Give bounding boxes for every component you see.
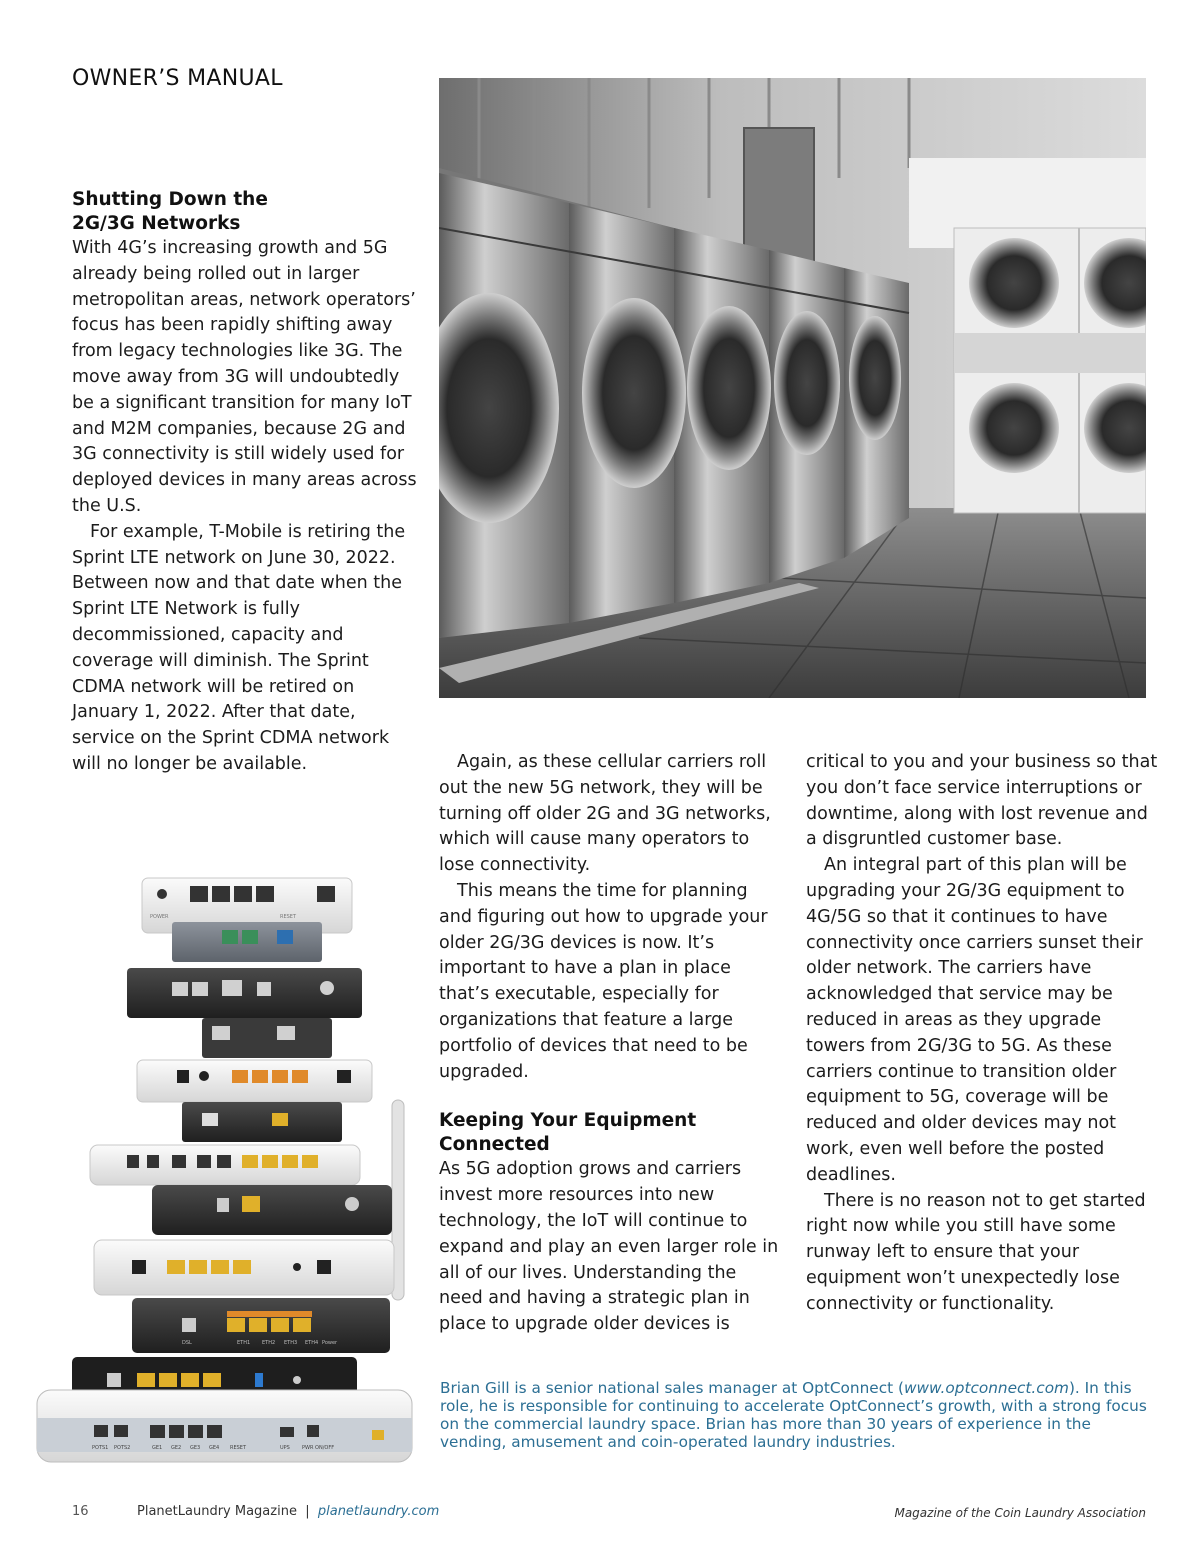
- section-label: OWNER’S MANUAL: [72, 66, 283, 91]
- modem-label-ups: UPS: [280, 1445, 290, 1451]
- bio-url-link[interactable]: www.optconnect.com: [903, 1379, 1069, 1397]
- modem-label-reset: RESET: [280, 914, 297, 920]
- modem-label-pots1: POTS1: [92, 1445, 109, 1451]
- paragraph: For example, T-Mobile is retiring the Sprint LTE network on June 30, 2022. Between now and that date when the Sprint LTE Network is fully decommissioned, capacity and coverage will diminish. The Sprint CDMA network will be retired on January 1, 2022. After that date, service on the Sprint CDMA network will no longer be available.: [72, 521, 406, 774]
- paragraph: With 4G’s increasing growth and 5G already being rolled out in larger metropolitan areas, network operators’ focus has been rapidly shifting away from legacy technologies like 3G. The move away from 3G will undoubtedly be a significant transition for many IoT and M2M companies, because 2G and 3G connectivity is still widely used for deployed devices in many areas across the U.S.: [72, 238, 417, 516]
- article-column-2: [439, 750, 784, 1338]
- heading-keeping-connected: Keeping Your Equipment Connected: [439, 1110, 697, 1156]
- modem-label-dsl: DSL: [182, 1340, 192, 1346]
- modem-label-eth2: ETH2: [262, 1340, 276, 1346]
- paragraph: This means the time for planning and figuring out how to upgrade your older 2G/3G devices is now. It’s important to have a plan in place that’s executable, especially for organizations that feature a large portfolio of devices that need to be upgraded.: [439, 880, 768, 1082]
- modem-label-eth1: ETH1: [237, 1340, 251, 1346]
- modem-label-ge3: GE3: [190, 1445, 201, 1451]
- bio-text-end: ). In this role, he is responsible for continuing to accelerate OptConnect’s growth, with a strong focus on the commercial laundry space. Brian has more than 30 years of experience in the vending, amusement and coin-operated laundry industries.: [440, 1379, 1147, 1451]
- association-credit: Magazine of the Coin Laundry Association: [894, 1506, 1146, 1520]
- author-bio: [440, 1379, 1150, 1451]
- laundromat-photo: [439, 78, 1146, 698]
- modem-label-eth4: ETH4: [305, 1340, 319, 1346]
- modem-label-pots2: POTS2: [114, 1445, 131, 1451]
- paragraph: There is no reason not to get started right now while you still have some runway left to ensure that your equipment won’t unexpectedly lose connectivity or functionality.: [806, 1190, 1146, 1314]
- page-number: 16: [72, 1504, 89, 1519]
- magazine-url-link[interactable]: planetlaundry.com: [317, 1504, 440, 1519]
- paragraph: As 5G adoption grows and carriers invest more resources into new technology, the IoT will continue to expand and play an even larger role in all of our lives. Understanding the need and having a strategic plan in place to upgrade older devices is: [439, 1159, 779, 1335]
- paragraph: critical to you and your business so that you don’t face service interruptions or downtime, along with lost revenue and a disgruntled customer base.: [806, 752, 1158, 850]
- modem-label-ge2: GE2: [171, 1445, 182, 1451]
- modem-label-pwr-onoff: PWR ON/OFF: [302, 1445, 335, 1451]
- paragraph: Again, as these cellular carriers roll out the new 5G network, they will be turning off older 2G and 3G networks, which will cause many operators to lose connectivity.: [439, 752, 771, 876]
- modem-stack-photo: [32, 870, 422, 1470]
- modem-label-ge4: GE4: [209, 1445, 220, 1451]
- magazine-credit: [137, 1504, 439, 1519]
- heading-shutting-down: Shutting Down the 2G/3G Networks: [72, 189, 268, 234]
- article-column-3: [806, 750, 1158, 1318]
- modem-label-ge1: GE1: [152, 1445, 163, 1451]
- modem-label-power: POWER: [150, 914, 169, 920]
- modem-label-power2: Power: [322, 1340, 338, 1346]
- modem-label-reset2: RESET: [230, 1445, 247, 1451]
- modem-label-eth3: ETH3: [284, 1340, 298, 1346]
- article-column-1: [72, 188, 422, 778]
- bio-text-start: Brian Gill is a senior national sales manager at OptConnect (: [440, 1379, 904, 1397]
- paragraph: An integral part of this plan will be upgrading your 2G/3G equipment to 4G/5G so that it continues to have connectivity once carriers sunset their older network. The carriers have acknowledged that service may be reduced in areas as they upgrade towers from 2G/3G to 5G. As these carriers continue to transition older equipment to 5G, coverage will be reduced and older devices may not work, even well before the posted deadlines.: [806, 855, 1143, 1185]
- magazine-name: PlanetLaundry Magazine |: [137, 1504, 318, 1519]
